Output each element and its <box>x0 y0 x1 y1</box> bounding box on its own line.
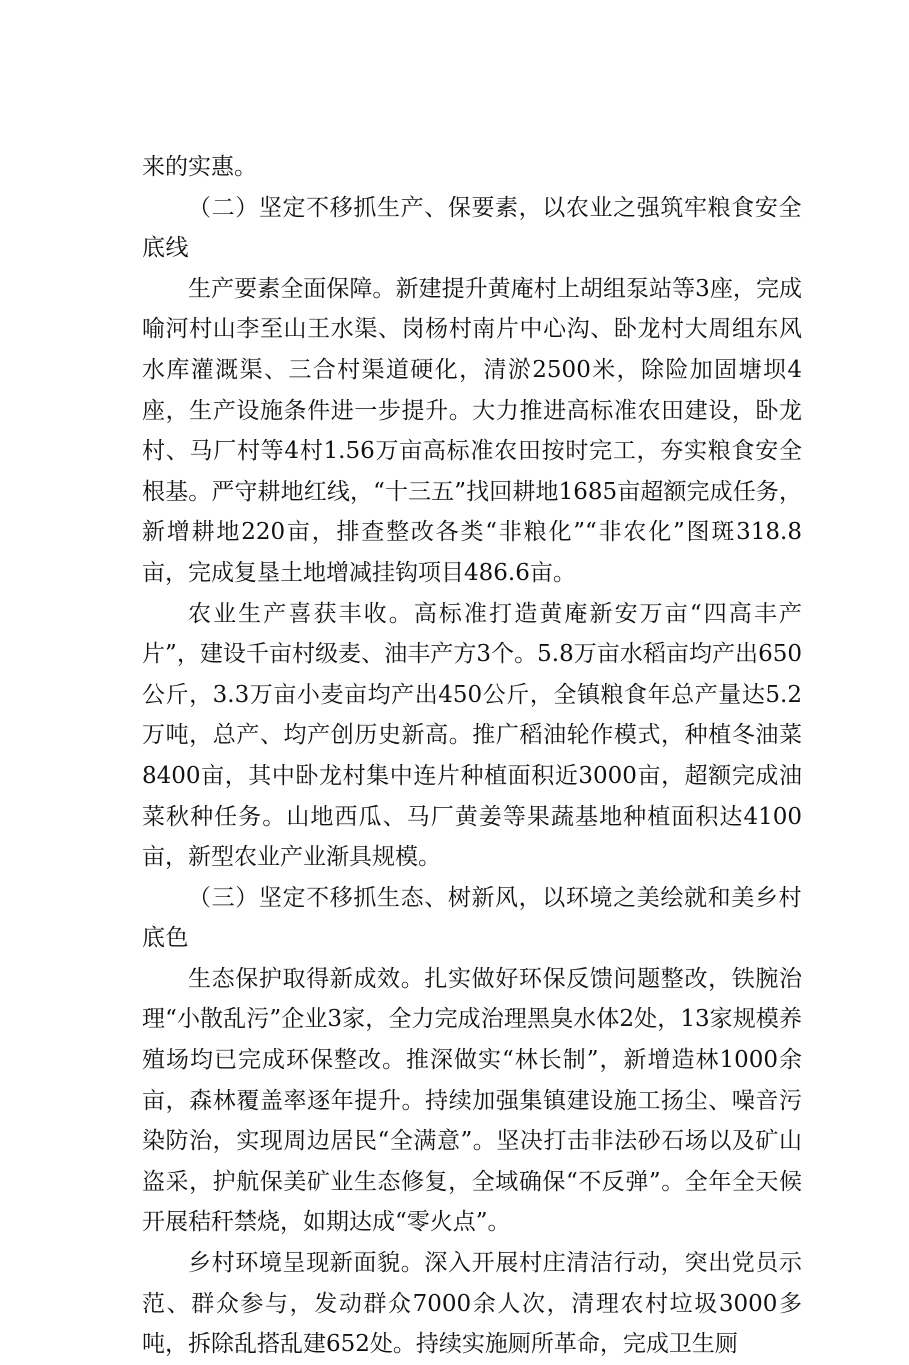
paragraph-rural-environment: 乡村环境呈现新面貌。深入开展村庄清洁行动，突出党员示范、群众参与，发动群众7000余人次，清理农村垃圾3000多吨，拆除乱搭乱建652处。持续实施厕所革命，完成卫生厕 <box>142 1250 802 1358</box>
section-heading-3: （三）坚定不移抓生态、树新风，以环境之美绘就和美乡村底色 <box>142 884 802 952</box>
paragraph-harvest: 农业生产喜获丰收。高标准打造黄庵新安万亩“四高丰产片”，建设千亩村级麦、油丰产方3个。5.8万亩水稻亩均产出650公斤，3.3万亩小麦亩均产出450公斤，全镇粮食年总产量达5.2万吨，总产、均产创历史新高。推广稻油轮作模式，种植冬油菜8400亩，其中卧龙村集中连片种植面积近3000亩，超额完成油菜秋种任务。山地西瓜、马厂黄姜等果蔬基地种植面积达4100亩，新型农业产业渐具规模。 <box>142 600 802 871</box>
document-body <box>142 147 802 1365</box>
paragraph-production-factors: 生产要素全面保障。新建提升黄庵村上胡组泵站等3座，完成喻河村山李至山王水渠、岗杨村南片中心沟、卧龙村大周组东风水库灌溉渠、三合村渠道硬化，清淤2500米，除险加固塘坝4座，生产设施条件进一步提升。大力推进高标准农田建设，卧龙村、马厂村等4村1.56万亩高标准农田按时完工，夯实粮食安全根基。严守耕地红线，“十三五”找回耕地1685亩超额完成任务，新增耕地220亩，排查整改各类“非粮化”“非农化”图斑318.8亩，完成复垦土地增减挂钩项目486.6亩。 <box>142 275 802 586</box>
section-heading-2: （二）坚定不移抓生产、保要素，以农业之强筑牢粮食安全底线 <box>142 194 802 262</box>
paragraph-ecology: 生态保护取得新成效。扎实做好环保反馈问题整改，铁腕治理“小散乱污”企业3家，全力完成治理黑臭水体2处，13家规模养殖场均已完成环保整改。推深做实“林长制”，新增造林1000余亩，森林覆盖率逐年提升。持续加强集镇建设施工扬尘、噪音污染防治，实现周边居民“全满意”。坚决打击非法砂石场以及矿山盗采，护航保美矿业生态修复，全域确保“不反弹”。全年全天候开展秸秆禁烧，如期达成“零火点”。 <box>142 965 802 1236</box>
continuation-text: 来的实惠。 <box>142 154 257 180</box>
